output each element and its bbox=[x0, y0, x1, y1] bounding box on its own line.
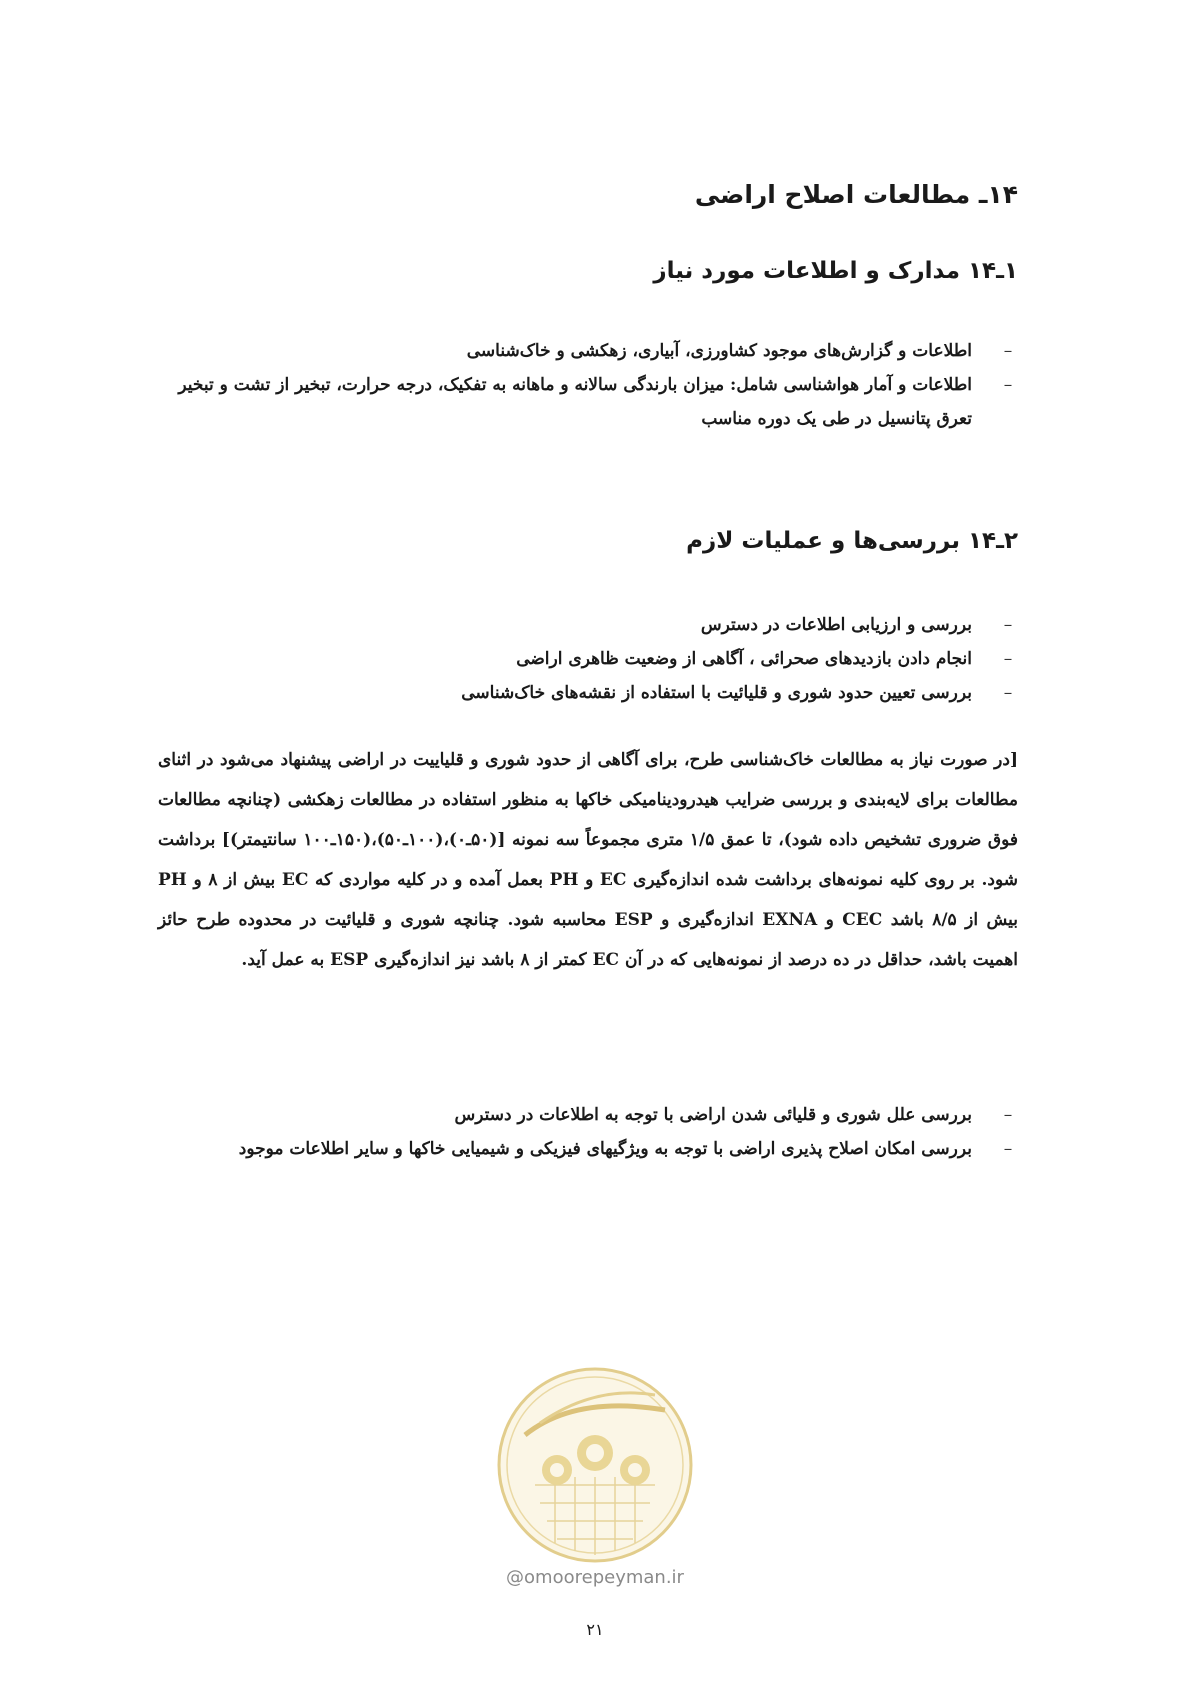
dash-bullet: – bbox=[1003, 1105, 1013, 1125]
list-item bbox=[168, 368, 1018, 436]
operations-list bbox=[168, 608, 1018, 710]
list-item-text: اطلاعات و گزارش‌های موجود کشاورزی، آبیاری، زهکشی و خاک‌شناسی bbox=[466, 341, 972, 361]
dash-bullet: – bbox=[1003, 615, 1013, 635]
dash-bullet: – bbox=[1003, 341, 1013, 361]
section-title: ۱۴ـ مطالعات اصلاح اراضی bbox=[694, 180, 1018, 209]
final-list bbox=[168, 1098, 1018, 1166]
list-item bbox=[168, 642, 1018, 676]
list-item-text: اطلاعات و آمار هواشناسی شامل: میزان بارندگی سالانه و ماهانه به تفکیک، درجه حرارت، تبخیر از تشت و تبخیر تعرق پتانسیل در طی یک دوره مناسب bbox=[178, 375, 972, 429]
page-number: ۲۱ bbox=[586, 1620, 604, 1639]
list-item-text: بررسی امکان اصلاح پذیری اراضی با توجه به ویژگیهای فیزیکی و شیمیایی خاکها و سایر اطلاعات موجود bbox=[238, 1139, 972, 1159]
list-item-text: بررسی تعیین حدود شوری و قلیائیت با استفاده از نقشه‌های خاک‌شناسی bbox=[461, 683, 972, 703]
subsection-title-1: ۱ـ۱۴ مدارک و اطلاعات مورد نیاز bbox=[653, 258, 1018, 284]
dash-bullet: – bbox=[1003, 683, 1013, 703]
list-item-text: انجام دادن بازدیدهای صحرائی ، آگاهی از وضعیت ظاهری اراضی bbox=[516, 649, 972, 669]
salinity-paragraph: [در صورت نیاز به مطالعات خاک‌شناسی طرح، برای آگاهی از حدود شوری و قلیاییت در اراضی پیشنهاد می‌شود در اثنای مطالعات برای لایه‌بندی و بررسی ضرایب هیدرودینامیکی خاکها به منظور استفاده در مطالعات زهکشی (چنانچه مطالعات فوق ضروری تشخیص داده شود)، تا عمق ۱/۵ متری مجموعاً سه نمونه [(۵۰ـ۰)،(۱۰۰ـ۵۰)،(۱۵۰ـ۱۰۰ سانتیمتر)] برداشت شود. بر روی کلیه نمونه‌های برداشت شده اندازه‌گیری EC و PH بعمل آمده و در کلیه مواردی که EC بیش از ۸ و PH بیش از ۸/۵ باشد CEC و EXNA اندازه‌گیری و ESP محاسبه شود. چنانچه شوری و قلیائیت در محدوده طرح حائز اهمیت باشد، حداقل در ده درصد از نمونه‌هایی که در آن EC کمتر از ۸ باشد نیز اندازه‌گیری ESP به عمل آید. bbox=[158, 750, 1019, 970]
list-item bbox=[168, 608, 1018, 642]
list-item bbox=[168, 1132, 1018, 1166]
dash-bullet: – bbox=[1003, 1139, 1013, 1159]
list-item-text: بررسی و ارزیابی اطلاعات در دسترس bbox=[700, 615, 972, 635]
list-item bbox=[168, 334, 1018, 368]
watermark-website: @omoorepeyman.ir bbox=[506, 1567, 684, 1588]
list-item-text: بررسی علل شوری و قلیائی شدن اراضی با توجه به اطلاعات در دسترس bbox=[454, 1105, 972, 1125]
requirements-list bbox=[168, 334, 1018, 436]
list-item bbox=[168, 1098, 1018, 1132]
watermark-seal-logo bbox=[495, 1365, 695, 1565]
subsection-title-2: ۲ـ۱۴ بررسی‌ها و عملیات لازم bbox=[686, 528, 1018, 554]
dash-bullet: – bbox=[1003, 649, 1013, 669]
list-item bbox=[168, 676, 1018, 710]
dash-bullet: – bbox=[1003, 375, 1013, 395]
